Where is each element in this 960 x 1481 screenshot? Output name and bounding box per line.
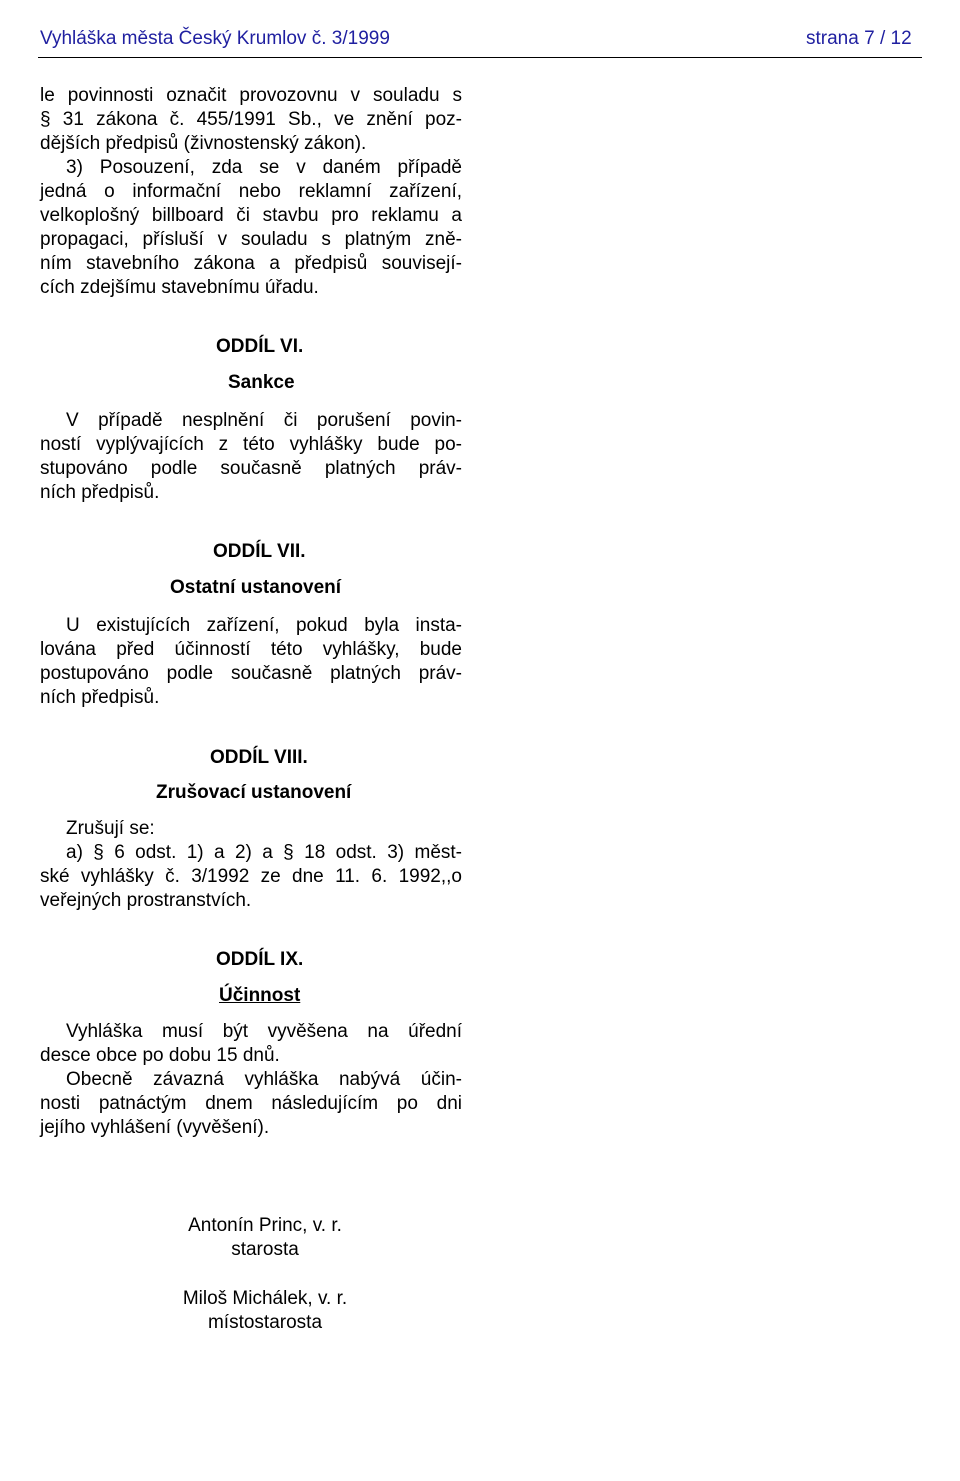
text-line: 3) Posouzení, zda se v daném případě bbox=[66, 157, 462, 178]
text-line: Zrušují se: bbox=[66, 818, 155, 839]
text-line: ních předpisů. bbox=[40, 482, 160, 503]
text-line: stupováno podle současně platných práv- bbox=[40, 458, 462, 479]
section-heading: ODDÍL VIII. bbox=[210, 747, 308, 768]
text-line: nosti patnáctým dnem následujícím po dni bbox=[40, 1093, 462, 1114]
text-line: Obecně závazná vyhláška nabývá účin- bbox=[66, 1069, 462, 1090]
text-line: le povinnosti označit provozovnu v souladu s bbox=[40, 85, 462, 106]
text-line: postupováno podle současně platných práv- bbox=[40, 663, 462, 684]
text-line: ností vyplývajících z této vyhlášky bude po- bbox=[40, 434, 462, 455]
signatory-name: Miloš Michálek, v. r. bbox=[182, 1288, 348, 1309]
text-line: dějších předpisů (živnostenský zákon). bbox=[40, 133, 367, 154]
text-line: § 31 zákona č. 455/1991 Sb., ve znění poz- bbox=[40, 109, 462, 130]
text-line: jedná o informační nebo reklamní zařízení, bbox=[40, 181, 462, 202]
text-line: Vyhláška musí být vyvěšena na úřední bbox=[66, 1021, 462, 1042]
text-line: U existujících zařízení, pokud byla insta- bbox=[66, 615, 462, 636]
section-heading: ODDÍL IX. bbox=[216, 949, 304, 970]
signatory-name: Antonín Princ, v. r. bbox=[188, 1215, 342, 1236]
text-line: jejího vyhlášení (vyvěšení). bbox=[40, 1117, 270, 1138]
section-heading: ODDÍL VII. bbox=[213, 541, 306, 562]
text-line: ním stavebního zákona a předpisů souvisejí- bbox=[40, 253, 462, 274]
signatory-role: starosta bbox=[231, 1239, 299, 1260]
section-subheading: Zrušovací ustanovení bbox=[156, 782, 352, 803]
text-line: velkoplošný billboard či stavbu pro reklamu a bbox=[40, 205, 462, 226]
text-line: ních předpisů. bbox=[40, 687, 160, 708]
section-heading: ODDÍL VI. bbox=[216, 336, 304, 357]
text-line: a) § 6 odst. 1) a 2) a § 18 odst. 3) měst- bbox=[66, 842, 462, 863]
text-line: V případě nesplnění či porušení povin- bbox=[66, 410, 462, 431]
section-subheading: Ostatní ustanovení bbox=[170, 577, 342, 598]
text-line: desce obce po dobu 15 dnů. bbox=[40, 1045, 280, 1066]
text-line: lována před účinností této vyhlášky, bude bbox=[40, 639, 462, 660]
section-subheading: Sankce bbox=[228, 372, 295, 393]
text-line: veřejných prostranstvích. bbox=[40, 890, 252, 911]
header-divider bbox=[38, 57, 922, 58]
signatory-role: místostarosta bbox=[207, 1312, 323, 1333]
text-line: propagaci, přísluší v souladu s platným zně- bbox=[40, 229, 462, 250]
page-number: strana 7 / 12 bbox=[806, 28, 912, 49]
text-line: cích zdejšímu stavebnímu úřadu. bbox=[40, 277, 319, 298]
section-subheading: Účinnost bbox=[219, 985, 301, 1006]
document-title: Vyhláška města Český Krumlov č. 3/1999 bbox=[40, 28, 390, 49]
text-line: ské vyhlášky č. 3/1992 ze dne 11. 6. 1992,,o bbox=[40, 866, 462, 887]
